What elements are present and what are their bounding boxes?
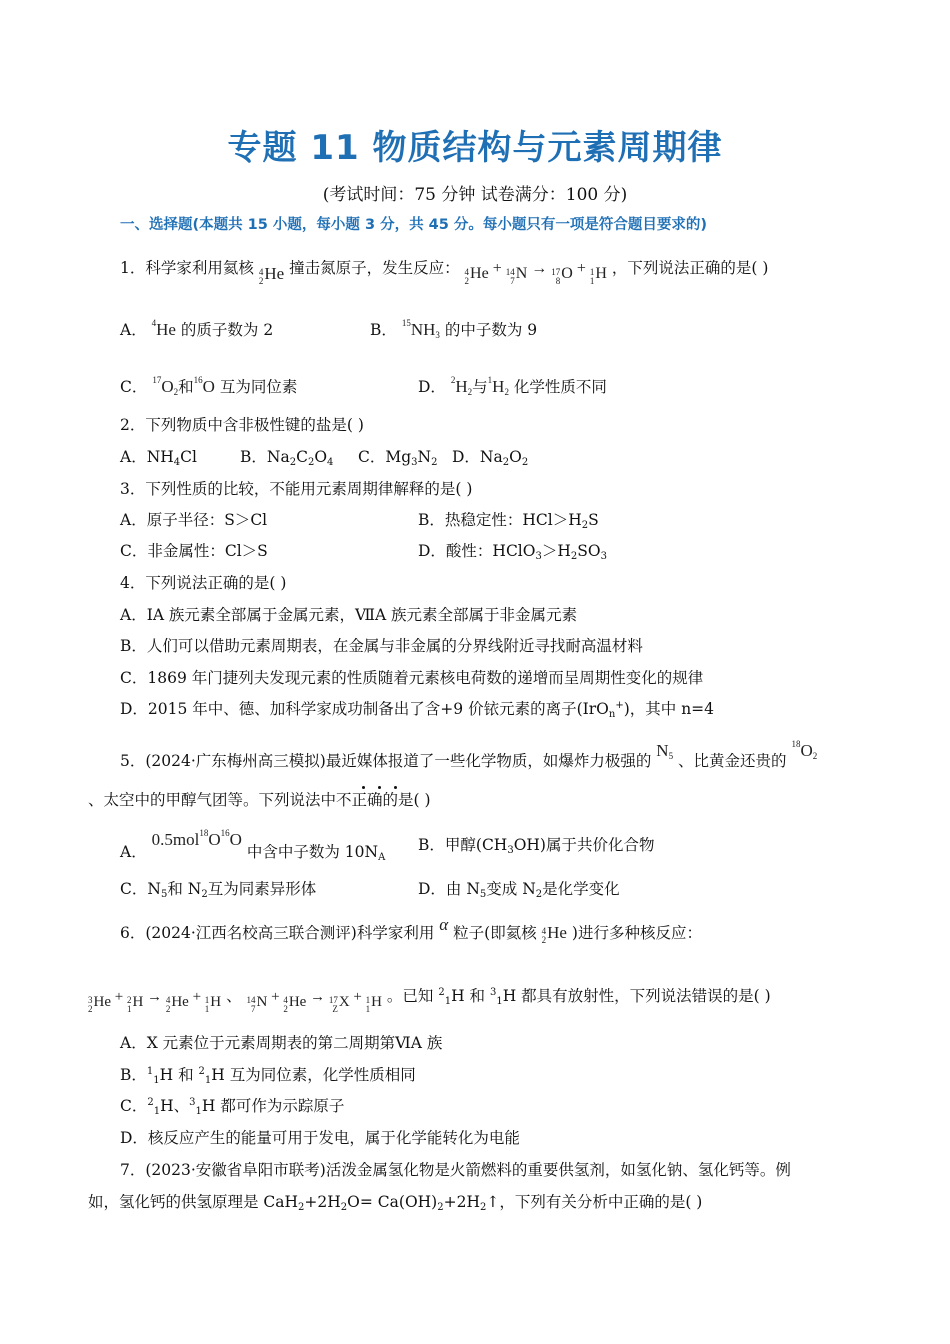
q3-option-c[interactable]: C．非金属性：Cl＞S — [120, 542, 268, 560]
helium-4-formula: 4 2 He — [258, 264, 285, 286]
q2-option-b[interactable]: B．$Na_2C_2O_4$ — [240, 448, 334, 468]
q4-option-d[interactable]: D．2015 年中、德、加科学家成功制备出了含+9 价铱元素的离子(IrO$_n$+)，其中 n=4 — [120, 700, 715, 720]
q6-option-c[interactable]: C．$^2_1$H、$^3_1$H 都可作为示踪原子 — [120, 1097, 345, 1117]
q3-option-b[interactable]: B．热稳定性：$HCl>H_2S$ — [418, 511, 599, 531]
q6-option-a[interactable]: A．X 元素位于元素周期表的第二周期第ⅥA 族 — [120, 1034, 443, 1052]
q4-option-b[interactable]: B．人们可以借助元素周期表，在金属与非金属的分界线附近寻找耐高温材料 — [120, 637, 643, 655]
q4-option-a[interactable]: A．ⅠA 族元素全部属于金属元素，ⅦA 族元素全部属于非金属元素 — [120, 606, 578, 624]
question-7-cont: 如，氢化钙的供氢原理是 $CaH_2+2H_2O=$ $Ca(OH)_2+2H_2↑$，下列有关分析中正确的是( ) — [88, 1193, 703, 1213]
q1-option-b[interactable]: B． $^{15}$NH3 的中子数为 9 — [370, 318, 538, 340]
q6-option-b[interactable]: B．$^1_1$H 和 $^2_1$H 互为同位素，化学性质相同 — [120, 1066, 416, 1086]
q5-option-d[interactable]: D．由 $N_5$变成 $N_2$是化学变化 — [418, 880, 620, 900]
exam-info: (考试时间：75 分钟 试卷满分：100 分) — [322, 185, 628, 205]
nuclear-reaction-1: 4 2 He + 14 7 N → 17 8 O + 1 1 H — [464, 260, 607, 286]
q2-option-c[interactable]: C．$Mg_3N_2$ — [358, 448, 438, 468]
q5-option-c[interactable]: C．$N_5$和 $N_2$互为同素异形体 — [120, 880, 317, 900]
q3-option-d[interactable]: D．酸性：$HClO_3>H_2SO_3$ — [418, 542, 607, 562]
q1-option-c[interactable]: C． $^{17}$O2和$^{16}$O 互为同位素 — [120, 375, 298, 397]
page-title: 专题 11 物质结构与元素周期律 — [227, 128, 723, 168]
q1-option-d[interactable]: D． $^2$H2与$^1$H2 化学性质不同 — [418, 375, 607, 397]
q3-option-a[interactable]: A．原子半径：S＞Cl — [120, 511, 268, 529]
emphasis-dot — [362, 786, 365, 789]
question-6: 6．(2024·江西名校高三联合测评)科学家利用 α 粒子(即氦核 4 2 He )进行多种核反应： — [120, 915, 702, 945]
q5-option-b[interactable]: B．甲醇$(CH_3OH)$属于共价化合物 — [418, 836, 655, 856]
q6-option-d[interactable]: D．核反应产生的能量可用于发电，属于化学能转化为电能 — [120, 1129, 520, 1147]
emphasis-dot — [378, 786, 381, 789]
nuclear-reaction-2: 3 2 He + 2 1 H → 4 2 He + 1 1 H — [88, 989, 222, 1014]
question-4: 4．下列说法正确的是( ) — [120, 574, 287, 592]
section-heading: 一、选择题(本题共 15 小题，每小题 3 分，共 45 分。每小题只有一项是符合题目要求的) — [120, 217, 707, 233]
question-6-cont: 3 2 He + 2 1 H → 4 2 He + 1 1 H 、 14 7 N + 4 2 He → 17 Z X + 1 1 H 。已知 $^2_1$H 和 $^3_1$H 都具有放射性，下列说法错误的是( ) — [88, 987, 771, 1014]
q2-option-a[interactable]: A．$NH_4Cl$ — [120, 448, 197, 468]
q4-option-c[interactable]: C．1869 年门捷列夫发现元素的性质随着元素核电荷数的递增而呈周期性变化的规律 — [120, 669, 704, 687]
question-5-cont: 、太空中的甲醇气团等。下列说法中不正确的是( ) — [88, 791, 431, 809]
q5-option-a[interactable]: A． $0.5mol^{18}O^{16}O$ 中含中子数为 $10N_A$ — [120, 828, 386, 863]
nuclear-reaction-3: 14 7 N + 4 2 He → 17 Z X + 1 1 H — [246, 989, 382, 1014]
question-3: 3．下列性质的比较，不能用元素周期律解释的是( ) — [120, 480, 473, 498]
question-2: 2．下列物质中含非极性键的盐是( ) — [120, 416, 364, 434]
question-7: 7．(2023·安徽省阜阳市联考)活泼金属氢化物是火箭燃料的重要供氢剂，如氢化钠、氢化钙等。例 — [120, 1161, 791, 1179]
q1-option-a[interactable]: A． $^4$He 的质子数为 2 — [120, 318, 274, 339]
question-1: 1．科学家利用氦核 4 2 He 撞击氮原子，发生反应： 4 2 He + 14 7 N → 17 8 O + 1 1 H ，下列说法正确的是( ) — [120, 259, 769, 286]
question-5: 5．(2024·广东梅州高三模拟)最近媒体报道了一些化学物质，如爆炸力极强的 N5 、比黄金还贵的 $^{18}$O2 — [120, 739, 818, 770]
q2-option-d[interactable]: D．$Na_2O_2$ — [452, 448, 529, 468]
emphasis-dot — [394, 786, 397, 789]
